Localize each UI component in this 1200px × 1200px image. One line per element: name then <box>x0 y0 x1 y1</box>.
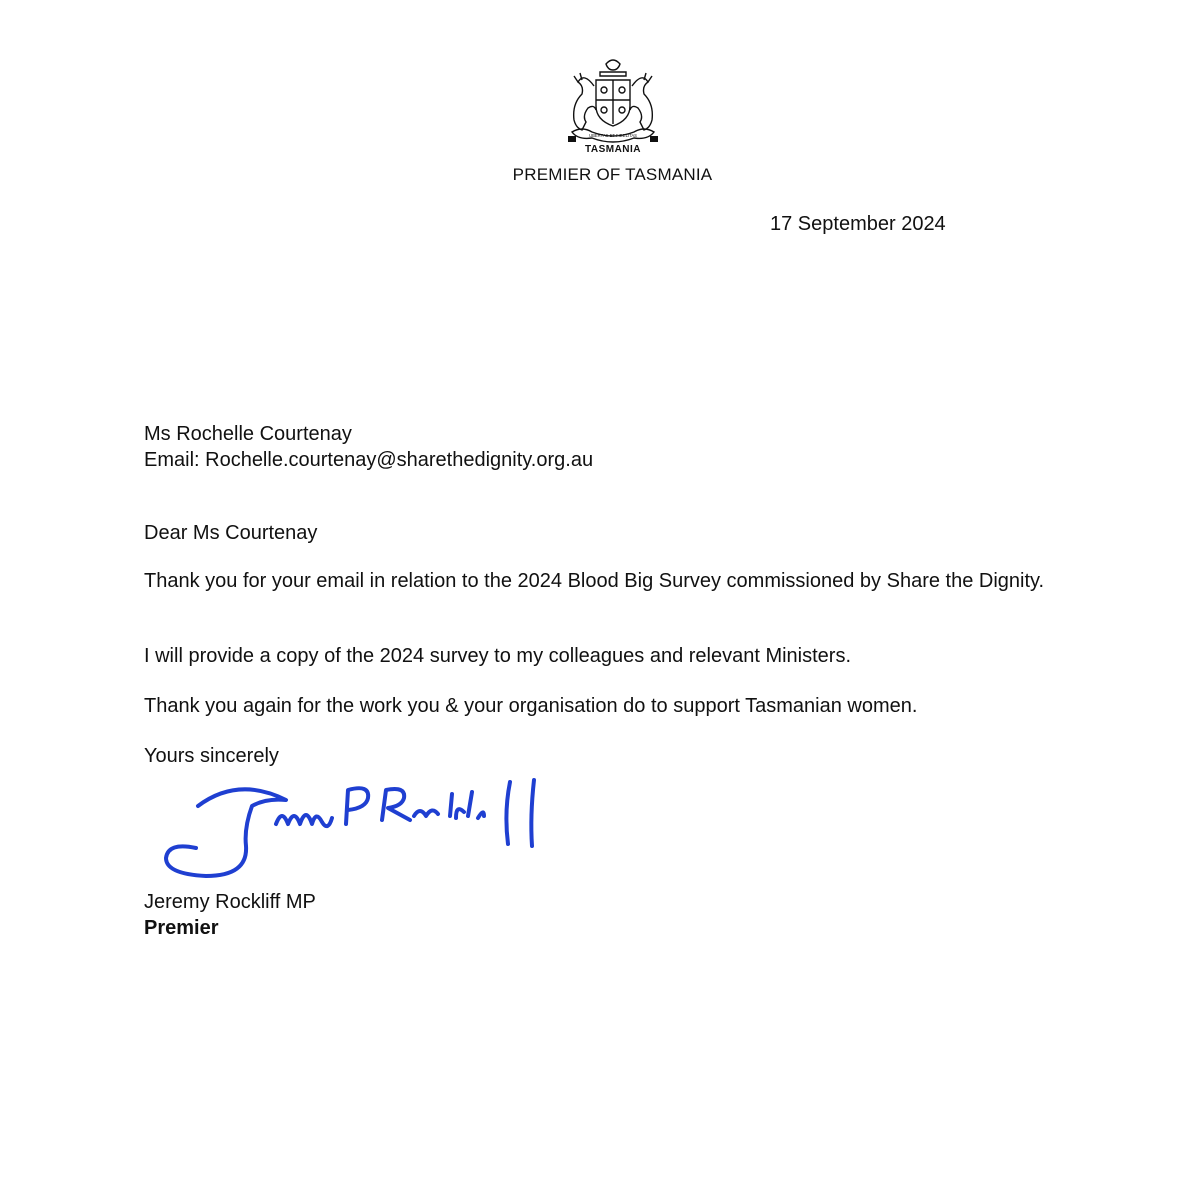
body-paragraph: I will provide a copy of the 2024 survey to my colleagues and relevant Ministers. <box>144 645 852 667</box>
body-paragraph: Thank you again for the work you & your organisation do to support Tasmanian women. <box>144 695 918 717</box>
crest-motto: UBERTAS ET FIDELITAS <box>589 133 637 138</box>
office-title: PREMIER OF TASMANIA <box>512 165 713 184</box>
closing: Yours sincerely <box>144 745 279 767</box>
letter-date: 17 September 2024 <box>770 213 946 235</box>
handwritten-signature-icon <box>150 772 550 882</box>
signer-title: Premier <box>144 917 219 939</box>
recipient-name: Ms Rochelle Courtenay <box>144 423 352 445</box>
body-paragraph: Thank you for your email in relation to the 2024 Blood Big Survey commissioned by Share the Dignity. <box>144 570 1045 592</box>
signer-name: Jeremy Rockliff MP <box>144 891 316 913</box>
coat-of-arms-icon <box>548 56 678 148</box>
signer-block <box>144 889 316 941</box>
recipient-email: Email: Rochelle.courtenay@sharethedignity.org.au <box>144 449 594 471</box>
crest-caption: TASMANIA <box>584 144 642 155</box>
salutation: Dear Ms Courtenay <box>144 522 318 544</box>
recipient-block <box>144 421 593 473</box>
